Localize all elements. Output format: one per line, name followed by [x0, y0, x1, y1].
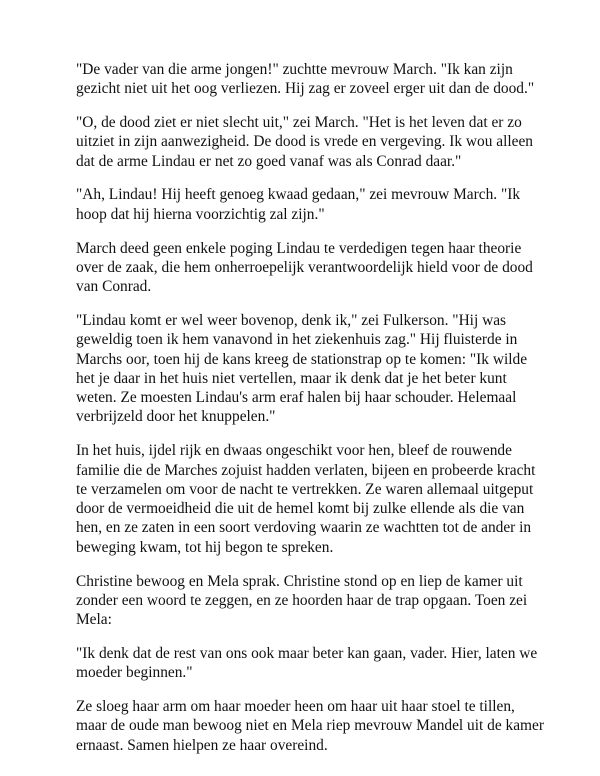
- paragraph: [76, 311, 536, 427]
- text-line: verbrijzeld door het knuppelen.": [76, 408, 276, 426]
- text-line: over de zaak, die hem onherroepelijk verantwoordelijk hield voor de dood: [76, 258, 533, 276]
- text-line: In het huis, ijdel rijk en dwaas ongeschikt voor hen, bleef de rouwende: [76, 442, 512, 460]
- text-line: uitziet in zijn aanwezigheid. De dood is vrede en vergeving. Ik wou alleen: [76, 133, 534, 151]
- text-line: March deed geen enkele poging Lindau te verdedigen tegen haar theorie: [76, 239, 522, 257]
- paragraph: [76, 697, 544, 755]
- text-line: "Ik denk dat de rest van ons ook maar beter kan gaan, vader. Hier, laten we: [76, 644, 538, 662]
- text-line: beweging kwam, tot hij begon te spreken.: [76, 538, 334, 556]
- text-line: "Ah, Lindau! Hij heeft genoeg kwaad gedaan," zei mevrouw March. "Ik: [76, 186, 521, 204]
- text-line: weten. Ze moesten Lindau's arm eraf halen bij haar schouder. Helemaal: [76, 389, 517, 407]
- paragraph: [76, 60, 536, 99]
- text-line: Christine bewoog en Mela sprak. Christine stond op en liep de kamer uit: [76, 572, 523, 590]
- text-line: Ze sloeg haar arm om haar moeder heen om haar uit haar stoel te tillen,: [76, 698, 515, 716]
- text-line: hoop dat hij hierna voorzichtig zal zijn.": [76, 205, 325, 223]
- text-line: "Lindau komt er wel weer bovenop, denk ik," zei Fulkerson. "Hij was: [76, 311, 507, 329]
- text-line: "O, de dood ziet er niet slecht uit," zei March. "Het is het leven dat er zo: [76, 114, 522, 132]
- text-line: hen, en ze zaten in een soort verdoving waarin ze wachtten tot de ander in: [76, 519, 532, 537]
- document-page: [76, 60, 544, 769]
- text-line: maar de oude man bewoog niet en Mela riep mevrouw Mandel uit de kamer: [76, 717, 544, 735]
- paragraph: [76, 572, 536, 630]
- text-line: geweldig toen ik hem vanavond in het ziekenhuis zag." Hij fluisterde in: [76, 331, 518, 349]
- text-line: gezicht niet uit het oog verliezen. Hij zag er zoveel erger uit dan de dood.": [76, 80, 535, 98]
- text-line: zonder een woord te zeggen, en ze hoorden haar de trap opgaan. Toen zei: [76, 591, 528, 609]
- text-line: door de vermoeidheid die uit de hemel komt bij zulke ellende als die van: [76, 500, 525, 518]
- paragraph: [76, 441, 536, 557]
- paragraph: [76, 644, 536, 683]
- text-line: van Conrad.: [76, 278, 152, 296]
- text-line: het je daar in het huis niet vertellen, maar ik denk dat je het beter kunt: [76, 369, 507, 387]
- text-line: moeder beginnen.": [76, 664, 193, 682]
- paragraph: [76, 239, 536, 297]
- text-line: dat de arme Lindau er net zo goed vanaf was als Conrad daar.": [76, 152, 462, 170]
- text-line: "De vader van die arme jongen!" zuchtte mevrouw March. "Ik kan zijn: [76, 61, 513, 78]
- text-line: Mela:: [76, 611, 112, 629]
- text-line: te verzamelen om voor de nacht te vertrekken. Ze waren allemaal uitgeput: [76, 480, 534, 498]
- text-line: familie die de Marches zojuist hadden verlaten, bijeen en probeerde kracht: [76, 461, 536, 479]
- text-line: Marchs oor, toen hij de kans kreeg de stationstrap op te komen: "Ik wilde: [76, 350, 528, 368]
- paragraph: [76, 185, 536, 224]
- text-line: ernaast. Samen hielpen ze haar overeind.: [76, 736, 328, 754]
- paragraph: [76, 113, 536, 171]
